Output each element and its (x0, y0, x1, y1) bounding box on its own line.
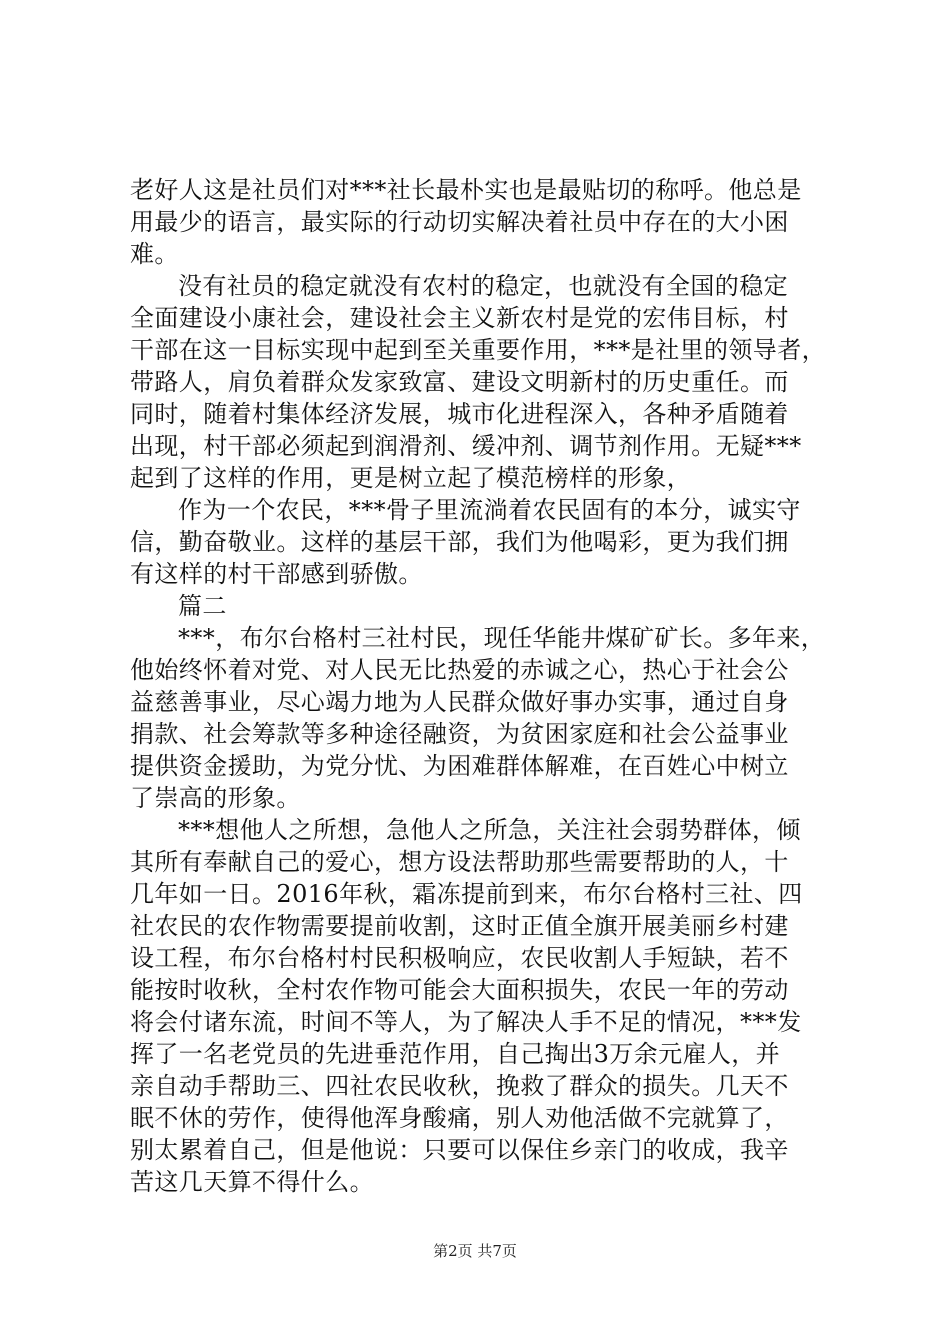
text-line: 带路人，肩负着群众发家致富、建设文明新村的历史重任。而 (130, 368, 789, 396)
text-line: 社农民的农作物需要提前收割，这时正值全旗开展美丽乡村建 (130, 912, 789, 940)
text-line: 干部在这一目标实现中起到至关重要作用，***是社里的领导者， (130, 336, 826, 364)
text-line: 挥了一名老党员的先进垂范作用，自己掏出3万余元雇人，并 (130, 1040, 781, 1068)
paragraph-start-line: ***想他人之所想，急他人之所急，关注社会弱势群体，倾 (178, 816, 801, 844)
text-line: 全面建设小康社会，建设社会主义新农村是党的宏伟目标，村 (130, 304, 789, 332)
text-line: 其所有奉献自己的爱心，想方设法帮助那些需要帮助的人，十 (130, 848, 789, 876)
text-line: 提供资金援助，为党分忧、为困难群体解难，在百姓心中树立 (130, 752, 789, 780)
section-heading: 篇二 (178, 592, 227, 620)
text-line: 出现，村干部必须起到润滑剂、缓冲剂、调节剂作用。无疑*** (130, 432, 802, 460)
text-line: 难。 (130, 240, 179, 268)
text-line: 能按时收秋，全村农作物可能会大面积损失，农民一年的劳动 (130, 976, 789, 1004)
body-text (130, 174, 830, 1198)
text-line: 有这样的村干部感到骄傲。 (130, 560, 423, 588)
paragraph-start-line: 作为一个农民，***骨子里流淌着农民固有的本分，诚实守 (178, 496, 801, 524)
text-line: 别太累着自己，但是他说：只要可以保住乡亲门的收成，我辛 (130, 1136, 789, 1164)
text-line: 设工程，布尔台格村村民积极响应，农民收割人手短缺，若不 (130, 944, 789, 972)
paragraph-start-line: 没有社员的稳定就没有农村的稳定，也就没有全国的稳定 (178, 272, 788, 300)
text-line: 将会付诸东流，时间不等人，为了解决人手不足的情况，***发 (130, 1008, 802, 1036)
text-line: 信，勤奋敬业。这样的基层干部，我们为他喝彩，更为我们拥 (130, 528, 789, 556)
text-line: 几年如一日。2016年秋，霜冻提前到来，布尔台格村三社、四 (130, 880, 803, 908)
text-line: 益慈善事业，尽心竭力地为人民群众做好事办实事，通过自身 (130, 688, 789, 716)
text-line: 老好人这是社员们对***社长最朴实也是最贴切的称呼。他总是 (130, 176, 802, 204)
text-line: 亲自动手帮助三、四社农民收秋，挽救了群众的损失。几天不 (130, 1072, 789, 1100)
text-line: 捐款、社会筹款等多种途径融资，为贫困家庭和社会公益事业 (130, 720, 789, 748)
text-line: 苦这几天算不得什么。 (130, 1168, 374, 1196)
text-line: 同时，随着村集体经济发展，城市化进程深入，各种矛盾随着 (130, 400, 789, 428)
text-line: 起到了这样的作用，更是树立起了模范榜样的形象， (130, 464, 692, 492)
text-line: 眠不休的劳作，使得他浑身酸痛，别人劝他活做不完就算了， (130, 1104, 789, 1132)
text-line: 他始终怀着对党、对人民无比热爱的赤诚之心，热心于社会公 (130, 656, 789, 684)
page-footer: 第2页 共7页 (433, 1242, 517, 1260)
text-line: 了崇高的形象。 (130, 784, 301, 812)
paragraph-start-line: ***，布尔台格村三社村民，现任华能井煤矿矿长。多年来， (178, 624, 826, 652)
text-line: 用最少的语言，最实际的行动切实解决着社员中存在的大小困 (130, 208, 789, 236)
